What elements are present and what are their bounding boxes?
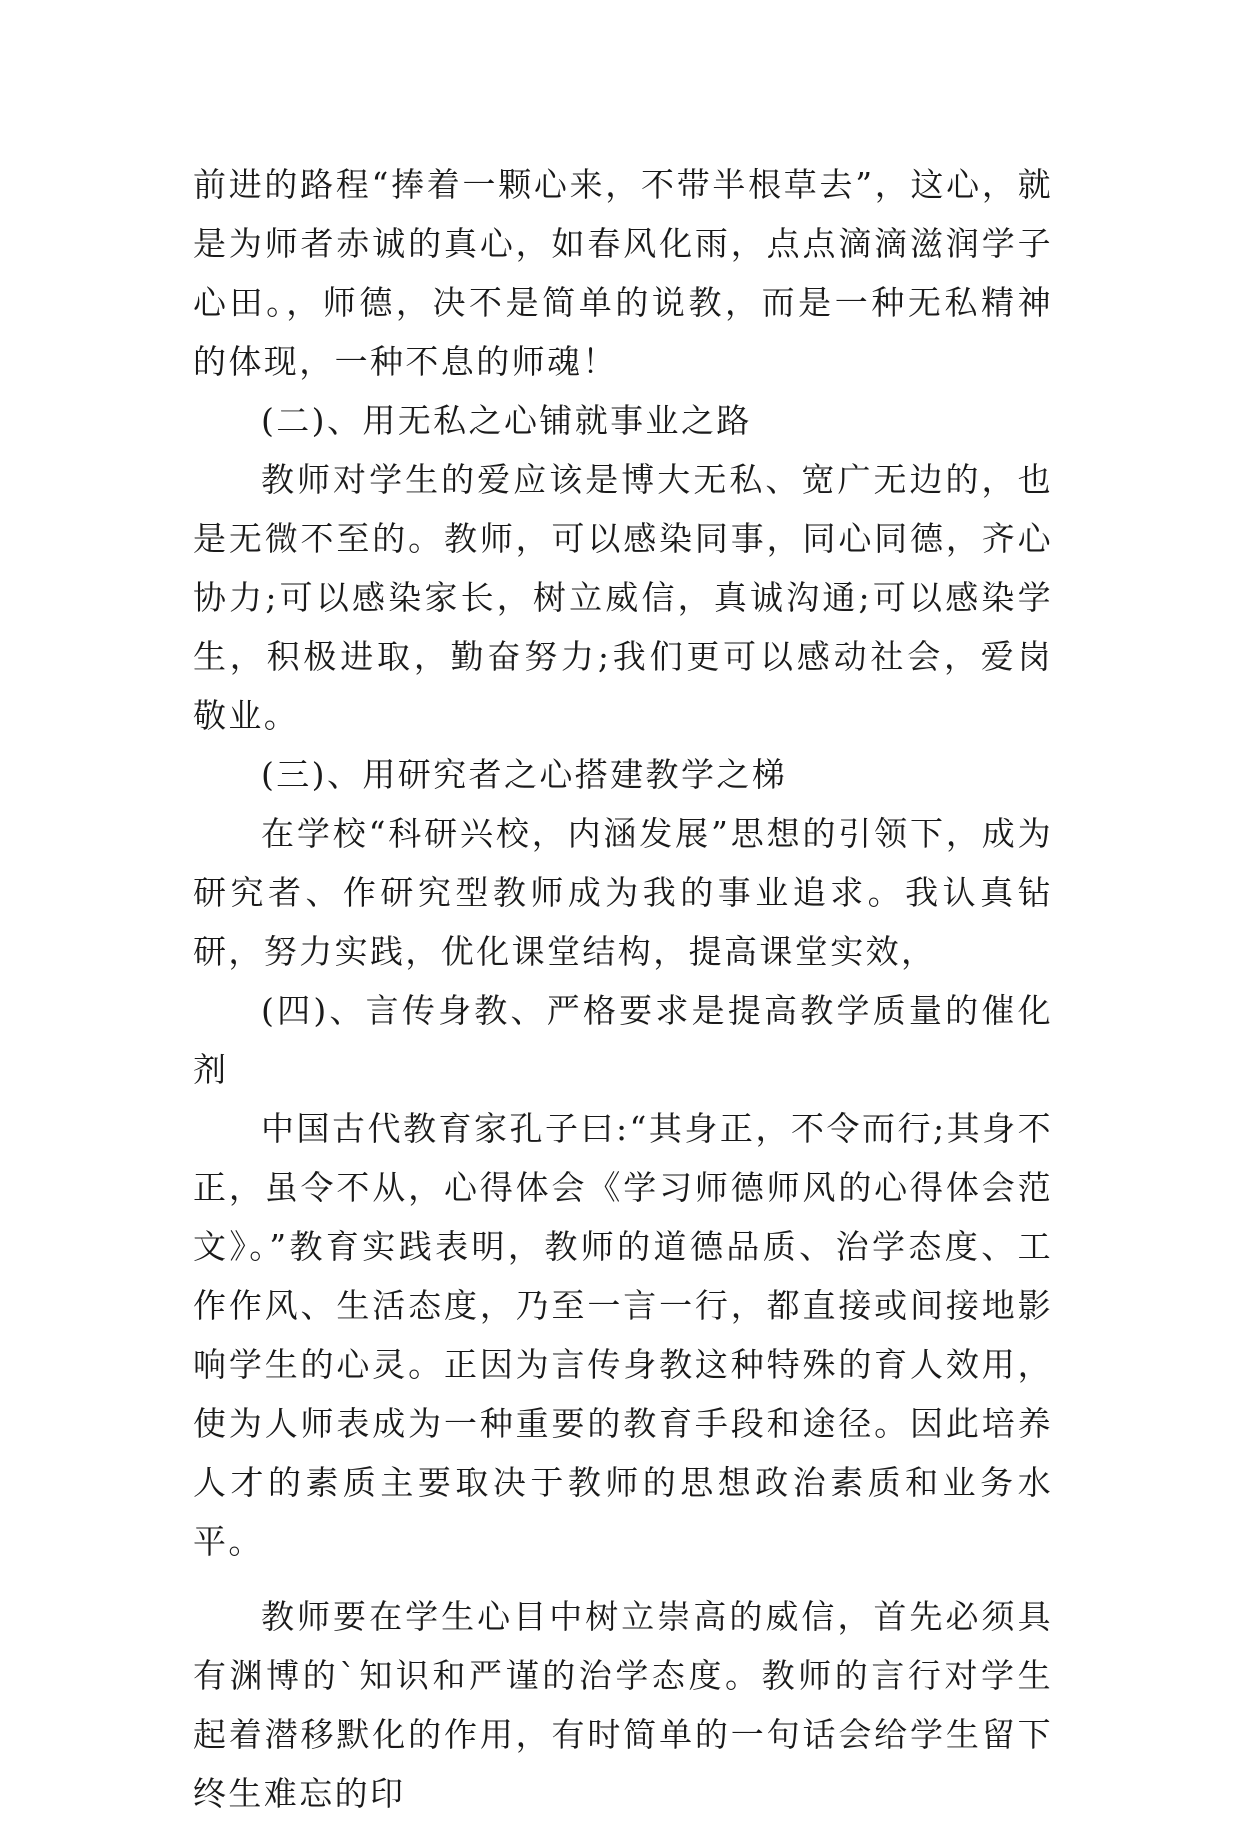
heading-researcher-heart: (三)、用研究者之心搭建教学之梯: [261, 755, 788, 794]
heading-lead-by-example: (四)、言传身教、严格要求是提高教学质量的催化剂: [193, 991, 1053, 1089]
paragraph-heart-of-teacher: 前进的路程“捧着一颗心来，不带半根草去”，这心，就是为师者赤诚的真心，如春风化雨，点点滴滴滋润学子心田。，师德，决不是简单的说教，而是一种无私精神的体现，一种不息的师魂！: [193, 165, 1053, 381]
document-body: [193, 155, 1053, 1823]
paragraph-love-for-students: 教师对学生的爱应该是博大无私、宽广无边的，也是无微不至的。教师，可以感染同事，同心同德，齐心协力;可以感染家长，树立威信，真诚沟通;可以感染学生，积极进取，勤奋努力;我们更可以感动社会，爱岗敬业。: [193, 460, 1053, 735]
paragraph-research-pursuit: 在学校“科研兴校，内涵发展”思想的引领下，成为研究者、作研究型教师成为我的事业追求。我认真钻研，努力实践，优化课堂结构，提高课堂实效，: [193, 814, 1053, 971]
paragraph-confucius-quote: 中国古代教育家孔子曰:“其身正，不令而行;其身不正，虽令不从，心得体会《学习师德师风的心得体会范文》。”教育实践表明，教师的道德品质、治学态度、工作作风、生活态度，乃至一言一行，都直接或间接地影响学生的心灵。正因为言传身教这种特殊的育人效用，使为人师表成为一种重要的教育手段和途径。因此培养人才的素质主要取决于教师的思想政治素质和业务水平。: [193, 1109, 1053, 1561]
paragraph-teacher-prestige: 教师要在学生心目中树立崇高的威信，首先必须具有渊博的`知识和严谨的治学态度。教师的言行对学生起着潜移默化的作用，有时简单的一句话会给学生留下终生难忘的印: [193, 1597, 1053, 1813]
heading-selfless-heart: (二)、用无私之心铺就事业之路: [261, 401, 752, 440]
